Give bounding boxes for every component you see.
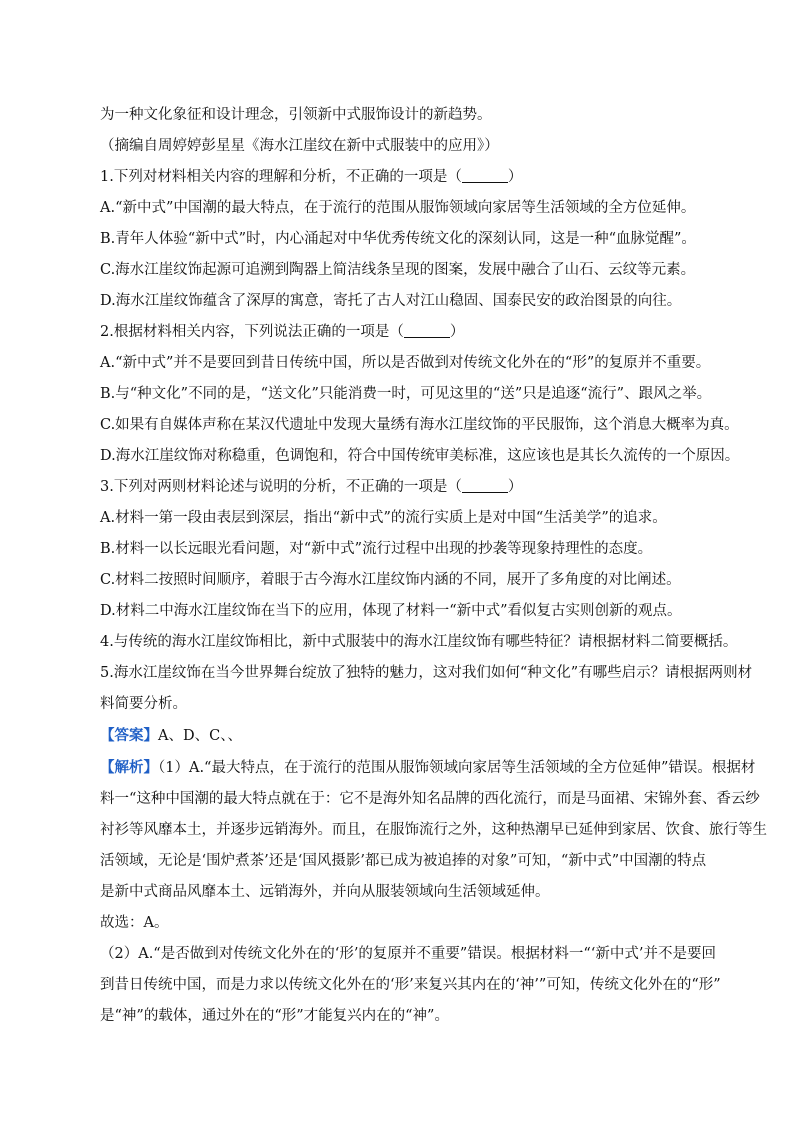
option-c: C.如果有自媒体声称在某汉代遗址中发现大量绣有海水江崖纹饰的平民服饰，这个消息大概率为真。 <box>100 417 739 433</box>
answer-label: 【答案】 <box>100 727 158 744</box>
option-b: B.青年人体验“新中式”时，内心涌起对中华优秀传统文化的深刻认同，这是一种“血脉觉醒”。 <box>100 231 696 247</box>
analysis-label: 【解析】 <box>100 759 158 776</box>
option-a: A.“新中式”中国潮的最大特点，在于流行的范围从服饰领域向家居等生活领域的全方位延伸。 <box>100 200 696 216</box>
analysis-line: 故选：A。 <box>100 915 169 931</box>
document-body <box>100 100 767 1032</box>
question-4: 4.与传统的海水江崖纹饰相比，新中式服装中的海水江崖纹饰有哪些特征？请根据材料二简要概括。 <box>100 634 738 650</box>
option-d: D.材料二中海水江崖纹饰在当下的应用，体现了材料一“新中式”看似复古实则创新的观点。 <box>100 603 682 619</box>
option-d: D.海水江崖纹饰对称稳重，色调饱和，符合中国传统审美标准，这应该也是其长久流传的一个原因。 <box>100 448 740 464</box>
option-d: D.海水江崖纹饰蕴含了深厚的寓意，寄托了古人对江山稳固、国泰民安的政治图景的向往。 <box>100 293 682 309</box>
analysis-line: 到昔日传统中国，而是力求以传统文化外在的‘形’来复兴其内在的‘神’”可知，传统文化外在的“形” <box>100 977 721 993</box>
answer-text: A、D、C、、 <box>158 728 242 744</box>
question-1: 1.下列对材料相关内容的理解和分析，不正确的一项是（ ） <box>100 169 523 185</box>
question-5-cont: 料简要分析。 <box>100 696 187 712</box>
analysis-line: 料一“这种中国潮的最大特点就在于：它不是海外知名品牌的西化流行，而是马面裙、宋锦外套、香云纱 <box>100 791 760 807</box>
analysis-line: 活领域，无论是‘围炉煮茶’还是‘国风摄影’都已成为被追捧的对象”可知，“新中式”中国潮的特点 <box>100 853 707 869</box>
answer-blank <box>462 168 508 183</box>
question-3: 3.下列对两则材料论述与说明的分析，不正确的一项是（ ） <box>100 479 523 495</box>
option-a: A.“新中式”并不是要回到昔日传统中国，所以是否做到对传统文化外在的“形”的复原并不重要。 <box>100 355 711 371</box>
analysis-line: 是“神”的载体，通过外在的“形”才能复兴内在的“神”。 <box>100 1008 449 1024</box>
analysis-line: 是新中式商品风靡本土、远销海外，并向从服装领域向生活领域延伸。 <box>100 884 550 900</box>
question-5: 5.海水江崖纹饰在当今世界舞台绽放了独特的魅力，这对我们如何“种文化”有哪些启示？请根据两则材 <box>100 665 753 681</box>
question-2: 2.根据材料相关内容，下列说法正确的一项是（ ） <box>100 324 465 340</box>
analysis-line: 衬衫等风靡本土，并逐步远销海外。而且，在服饰流行之外，这种热潮早已延伸到家居、饮食、旅行等生 <box>100 822 767 838</box>
text-line: 为一种文化象征和设计理念，引领新中式服饰设计的新趋势。 <box>100 107 492 123</box>
source-citation: （摘编自周婷婷彭星星《海水江崖纹在新中式服装中的应用》） <box>100 138 499 154</box>
option-b: B.材料一以长远眼光看问题，对“新中式”流行过程中出现的抄袭等现象持理性的态度。 <box>100 541 653 557</box>
answer-line <box>100 720 740 752</box>
analysis-line: 【解析】（1）A.“最大特点，在于流行的范围从服饰领域向家居等生活领域的全方位延伸”错误。根据材 <box>100 759 756 776</box>
option-c: C.材料二按照时间顺序，着眼于古今海水江崖纹饰内涵的不同，展开了多角度的对比阐述。 <box>100 572 681 588</box>
option-b: B.与“种文化”不同的是，“送文化”只能消费一时，可见这里的“送”只是追逐“流行”、跟风之举。 <box>100 386 712 402</box>
option-a: A.材料一第一段由表层到深层，指出“新中式”的流行实质上是对中国“生活美学”的追求。 <box>100 510 667 526</box>
option-c: C.海水江崖纹饰起源可追溯到陶器上简洁线条呈现的图案，发展中融合了山石、云纹等元素。 <box>100 262 696 278</box>
answer-blank <box>404 323 450 338</box>
analysis-line: （2）A.“是否做到对传统文化外在的‘形’的复原并不重要”错误。根据材料一“‘新中式’并不是要回 <box>100 946 716 962</box>
answer-blank <box>462 478 508 493</box>
